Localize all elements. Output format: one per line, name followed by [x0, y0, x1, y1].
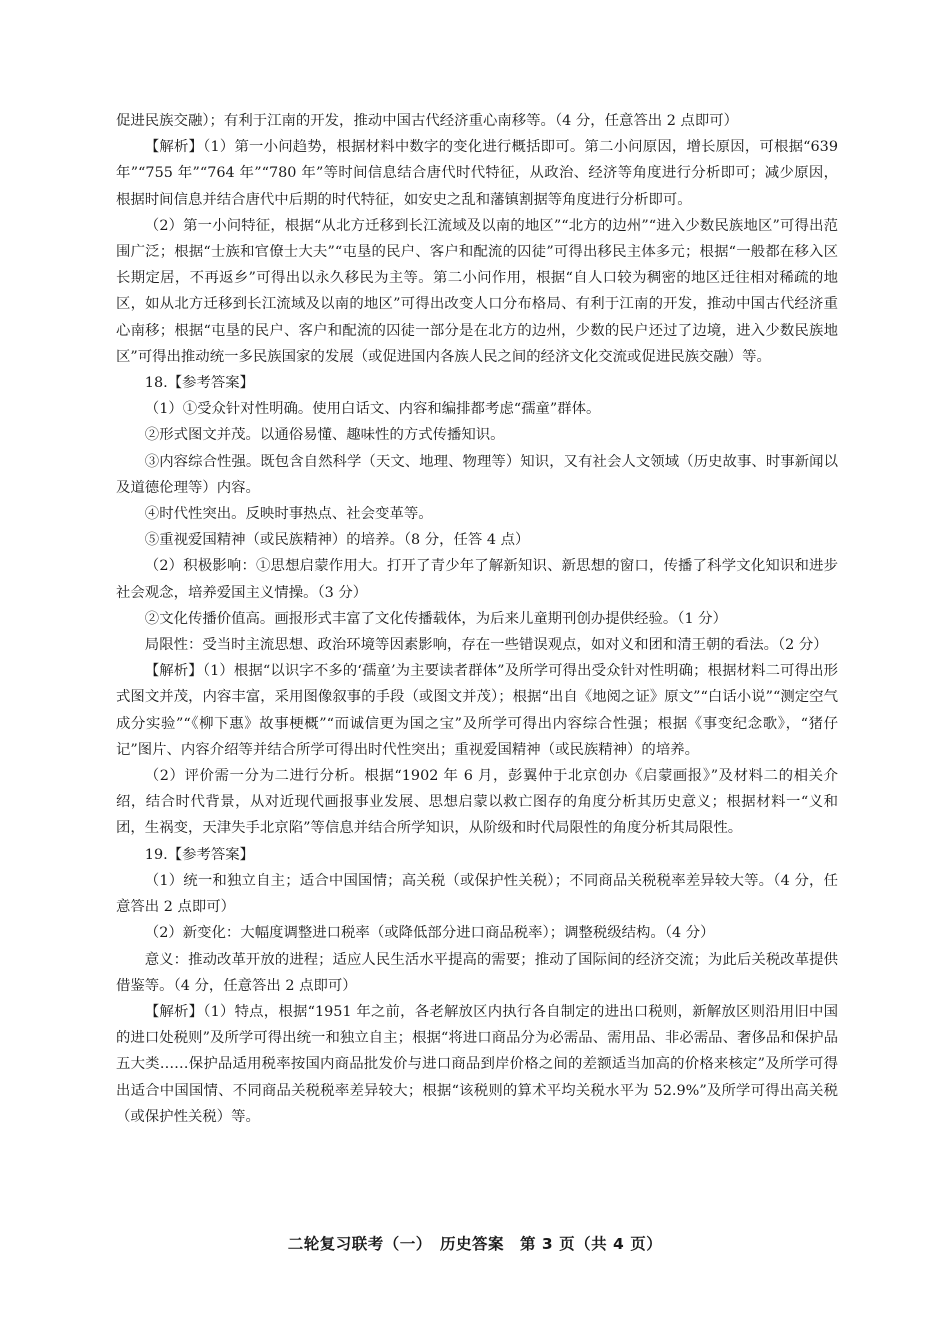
paragraph-2: （2）第一小问特征，根据“从北方迁移到长江流域及以南的地区”“北方的边州”“进入少数民族地区”可得出范围广泛；根据“士族和官僚士大夫”“屯垦的民户、客户和配流的囚徒”可得出移民主体多元；根据“一般都在移入区长期定居，不再返乡”可得出以永久移民为主等。第二小问作用，根据“自人口较为稠密的地区迁往相对稀疏的地区，如从北方迁移到长江流域及以南的地区”可得出改变人口分布格局、有利于江南的开发，推动中国古代经济重心南移；根据“屯垦的民户、客户和配流的囚徒一部分是在北方的边州，少数的民户还过了边境，进入少数民族地区”可得出推动统一多民族国家的发展（或促进国内各族人民之间的经济文化交流或促进民族交融）等。 [116, 217, 838, 365]
paragraph-4: （1）①受众针对性明确。使用白话文、内容和编排都考虑“孺童”群体。 [144, 401, 601, 418]
paragraph-8: ⑤重视爱国精神（或民族精神）的培养。（8 分，任答 4 点） [144, 532, 530, 549]
paragraph-12: 【解析】（1）根据“以识字不多的‘孺童’为主要读者群体”及所学可得出受众针对性明确；根据材料二可得出形式图文并茂，内容丰富，采用图像叙事的手段（或图文并茂）；根据“出自《地阅之证》原文”“白话小说”“测定空气成分实验”“《柳下惠》故事梗概”“而诚信更为国之宝”及所学可得出内容综合性强；根据《事变纪念歌》，“猪仔记”图片、内容介绍等并结合所学可得出时代性突出；重视爱国精神（或民族精神）的培养。 [116, 663, 838, 758]
paragraph-7: ④时代性突出。反映时事热点、社会变革等。 [144, 506, 433, 523]
paragraph-9: （2）积极影响：①思想启蒙作用大。打开了青少年了解新知识、新思想的窗口，传播了科学文化知识和进步社会观念，培养爱国主义情操。（3 分） [116, 558, 838, 601]
paragraph-15: （1）统一和独立自主；适合中国国情；高关税（或保护性关税）；不同商品关税税率差异较大等。（4 分，任意答出 2 点即可） [116, 872, 838, 916]
paragraph-3: 18.【参考答案】 [144, 375, 255, 392]
paragraph-1: 【解析】（1）第一小问趋势，根据材料中数字的变化进行概括即可。第二小问原因，增长原因，可根据“639 年”“755 年”“764 年”“780 年”等时间信息结合唐代时代特征，从政治、经济等角度进行分析即可；减少原因，根据时间信息并结合唐代中后期的时代特征，如安史之乱和藩镇割据等角度进行分析即可。 [116, 139, 838, 208]
paragraph-16: （2）新变化：大幅度调整进口税率（或降低部分进口商品税率）；调整税级结构。（4 分） [144, 925, 715, 942]
page-footer: 二轮复习联考（一） 历史答案 第 3 页（共 4 页） [287, 1235, 663, 1253]
paragraph-10: ②文化传播价值高。画报形式丰富了文化传播载体，为后来儿童期刊创办提供经验。（1 分） [144, 610, 727, 627]
paragraph-18: 【解析】（1）特点，根据“1951 年之前，各老解放区内执行各自制定的进出口税则，新解放区则沿用旧中国的进口处税则”及所学可得出统一和独立自主；根据“将进口商品分为必需品、需用品、非必需品、奢侈品和保护品五大类……保护品适用税率按国内商品批发价与进口商品到岸价格之间的差额适当加高的价格来核定”及所学可得出适合中国国情、不同商品关税税率差异较大；根据“该税则的算术平均关税水平为 52.9%”及所学可得出高关税（或保护性关税）等。 [116, 1003, 838, 1125]
paragraph-6: ③内容综合性强。既包含自然科学（天文、地理、物理等）知识，又有社会人文领域（历史故事、时事新闻以及道德伦理等）内容。 [116, 453, 838, 496]
paragraph-14: 19.【参考答案】 [144, 846, 255, 863]
answer-page-body [116, 108, 838, 1130]
paragraph-0: 促进民族交融）；有利于江南的开发，推动中国古代经济重心南移等。（4 分，任意答出 2 点即可） [116, 113, 739, 129]
paragraph-11: 局限性：受当时主流思想、政治环境等因素影响，存在一些错误观点，如对义和团和清王朝的看法。（2 分） [144, 637, 828, 654]
paragraph-17: 意义：推动改革开放的进程；适应人民生活水平提高的需要；推动了国际间的经济交流；为此后关税改革提供借鉴等。（4 分，任意答出 2 点即可） [116, 951, 838, 994]
paragraph-13: （2）评价需一分为二进行分析。根据“1902 年 6 月，彭翼仲于北京创办《启蒙画报》”及材料二的相关介绍，结合时代背景，从对近现代画报事业发展、思想启蒙以救亡图存的角度分析其历史意义；根据材料一“义和团，生祸变，天津失手北京陷”等信息并结合所学知识，从阶级和时代局限性的角度分析其局限性。 [116, 768, 838, 837]
paragraph-5: ②形式图文并茂。以通俗易懂、趣味性的方式传播知识。 [144, 427, 505, 444]
